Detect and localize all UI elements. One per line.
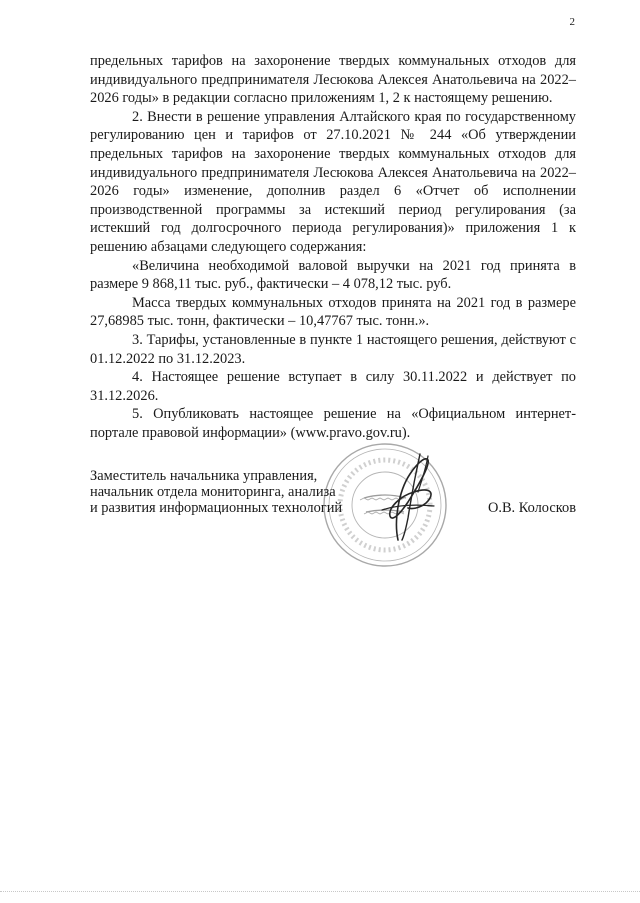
signatory-title-line-2: начальник отдела мониторинга, анализа [90,484,336,500]
paragraph-continuation: предельных тарифов на захоронение твердых коммунальных отходов для индивидуального предпринимателя Лесюкова Алексея Анатольевича на 2022–2026 годы» в редакции согласно приложениям 1, 2 к настоящему решению. [90,53,576,107]
page-number: 2 [569,16,575,28]
signatory-title-line-1: Заместитель начальника управления, [90,468,318,484]
paragraph-quote-mass: Масса твердых коммунальных отходов принята на 2021 год в размере 27,68985 тыс. тонн, фактически – 10,47767 тыс. тонн.». [90,294,576,330]
paragraph-item-3: 3. Тарифы, установленные в пункте 1 настоящего решения, действуют с 01.12.2022 по 31.12.2023. [90,331,576,367]
paragraph-item-5: 5. Опубликовать настоящее решение на «Официальном интернет-портале правовой информации» (www.pravo.gov.ru). [90,406,576,441]
signatory-name: О.В. Колосков [487,500,576,516]
paragraph-item-2: 2. Внести в решение управления Алтайского края по государственному регулированию цен и тарифов от 27.10.2021 № 244 «Об утверждении предельных тарифов на захоронение твердых коммунальных отходов для индивидуального предпринимателя Лесюкова Алексея Анатольевича на 2022–2026 годы» изменение, дополнив раздел 6 «Отчет об исполнении производственной программы за истекший период регулирования (за истекший год долгосрочного периода регулирования)» приложения 1 к решению абзацами следующего содержания: [90,108,576,255]
signatory-title-line-3: и развития информационных технологий [90,500,343,516]
page-bottom-rule [0,891,640,892]
document-body [90,52,576,442]
paragraph-item-4: 4. Настоящее решение вступает в силу 30.11.2022 и действует по 31.12.2026. [90,369,576,404]
paragraph-quote-revenue: «Величина необходимой валовой выручки на 2021 год принята в размере 9 868,11 тыс. руб., фактически – 4 078,12 тыс. руб. [90,257,576,293]
handwritten-signature [368,452,448,542]
signature-block [90,468,576,516]
